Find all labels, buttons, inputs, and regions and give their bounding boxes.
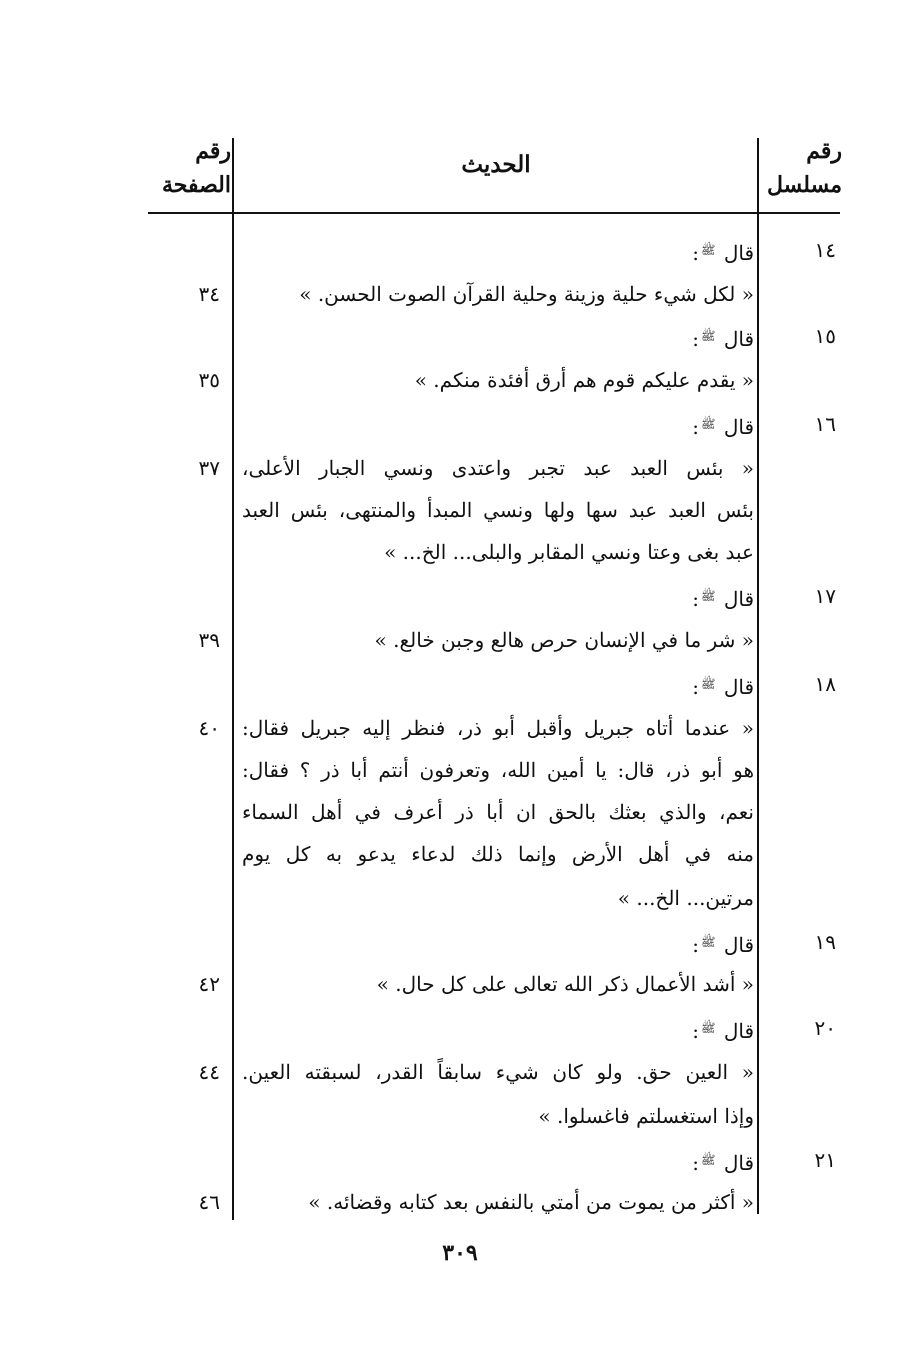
header-hadith: الحديث	[461, 151, 531, 178]
serial-number: ١٥	[814, 324, 836, 348]
header-page-line2: الصفحة	[161, 172, 231, 198]
pbuh-glyph: ﷺ	[700, 329, 716, 343]
page-reference: ٣٥	[198, 368, 220, 392]
qal-colon: :	[692, 415, 699, 439]
serial-number: ٢٠	[814, 1016, 836, 1040]
qal-colon: :	[692, 587, 699, 611]
qal-word: قال	[723, 241, 754, 265]
serial-number: ١٦	[814, 412, 836, 436]
qal-word: قال	[723, 327, 754, 351]
qal-colon: :	[692, 675, 699, 699]
qal-colon: :	[692, 1019, 699, 1043]
hadith-text-line: « لكل شيء حلية وزينة وحلية القرآن الصوت الحسن. »	[299, 282, 754, 306]
qal-line	[242, 928, 754, 959]
pbuh-glyph: ﷺ	[700, 243, 716, 257]
hadith-text-line: منه في أهل الأرض وإنما ذلك لدعاء يدعو به كل يوم	[242, 842, 754, 866]
hadith-text-line: « أشد الأعمال ذكر الله تعالى على كل حال. »	[376, 972, 754, 996]
hadith-text-line: وإذا استغسلتم فاغسلوا. »	[538, 1104, 754, 1128]
qal-word: قال	[723, 933, 754, 957]
qal-line	[242, 1146, 754, 1177]
qal-word: قال	[723, 1151, 754, 1175]
qal-colon: :	[692, 1151, 699, 1175]
serial-number: ٢١	[814, 1148, 836, 1172]
pbuh-glyph: ﷺ	[700, 589, 716, 603]
hadith-text-line: « بئس العبد عبد تجبر واعتدى ونسي الجبار الأعلى،	[242, 456, 754, 480]
hadith-text-line: بئس العبد عبد سها ولها ونسي المبدأ والمنتهى، بئس العبد	[242, 498, 754, 522]
hadith-text-line: « العين حق. ولو كان شيء سابقاً القدر، لسبقته العين.	[242, 1060, 754, 1084]
qal-line	[242, 322, 754, 353]
serial-column-divider	[757, 138, 759, 1214]
header-serial-line2: مسلسل	[767, 172, 842, 198]
pbuh-glyph: ﷺ	[700, 417, 716, 431]
page-number-footer: ٣٠٩	[442, 1240, 478, 1266]
serial-number: ١٧	[814, 584, 836, 608]
qal-colon: :	[692, 933, 699, 957]
header-serial-line1: رقم	[806, 138, 842, 164]
page-reference: ٣٤	[198, 282, 220, 306]
hadith-text-line: « عندما أتاه جبريل وأقبل أبو ذر، فنظر إليه جبريل فقال:	[242, 716, 754, 740]
pbuh-glyph: ﷺ	[700, 1153, 716, 1167]
qal-line	[242, 582, 754, 613]
page-reference: ٤٤	[198, 1060, 220, 1084]
hadith-text-line: هو أبو ذر، قال: يا أمين الله، وتعرفون أنتم أبا ذر ؟ فقال:	[242, 758, 754, 782]
hadith-text-line: مرتين... الخ... »	[617, 886, 754, 910]
page-reference: ٤٦	[198, 1190, 220, 1214]
hadith-text-line: « شر ما في الإنسان حرص هالع وجبن خالع. »	[374, 628, 754, 652]
serial-number: ١٤	[814, 238, 836, 262]
qal-colon: :	[692, 241, 699, 265]
qal-word: قال	[723, 675, 754, 699]
header-page-number	[146, 134, 231, 202]
header-divider	[148, 212, 840, 214]
page-column-divider	[232, 138, 234, 1220]
hadith-text-line: عبد بغى وعتا ونسي المقابر والبلى... الخ... »	[384, 540, 754, 564]
serial-number: ١٨	[814, 672, 836, 696]
qal-colon: :	[692, 327, 699, 351]
hadith-text-line: « أكثر من يموت من أمتي بالنفس بعد كتابه وقضائه. »	[308, 1190, 754, 1214]
qal-word: قال	[723, 587, 754, 611]
header-page-line1: رقم	[195, 138, 231, 164]
qal-line	[242, 410, 754, 441]
hadith-text-line: نعم، والذي بعثك بالحق ان أبا ذر أعرف في أهل السماء	[242, 800, 755, 824]
page-reference: ٤٠	[198, 716, 220, 740]
serial-number: ١٩	[814, 930, 836, 954]
qal-line	[242, 236, 754, 267]
page-reference: ٤٢	[198, 972, 220, 996]
qal-word: قال	[723, 415, 754, 439]
pbuh-glyph: ﷺ	[700, 677, 716, 691]
qal-line	[242, 1014, 754, 1045]
hadith-text-line: « يقدم عليكم قوم هم أرق أفئدة منكم. »	[414, 368, 754, 392]
page-reference: ٣٧	[198, 456, 220, 480]
pbuh-glyph: ﷺ	[700, 1021, 716, 1035]
header-serial-number	[752, 134, 842, 202]
qal-word: قال	[723, 1019, 754, 1043]
pbuh-glyph: ﷺ	[700, 935, 716, 949]
qal-line	[242, 670, 754, 701]
page-reference: ٣٩	[198, 628, 220, 652]
